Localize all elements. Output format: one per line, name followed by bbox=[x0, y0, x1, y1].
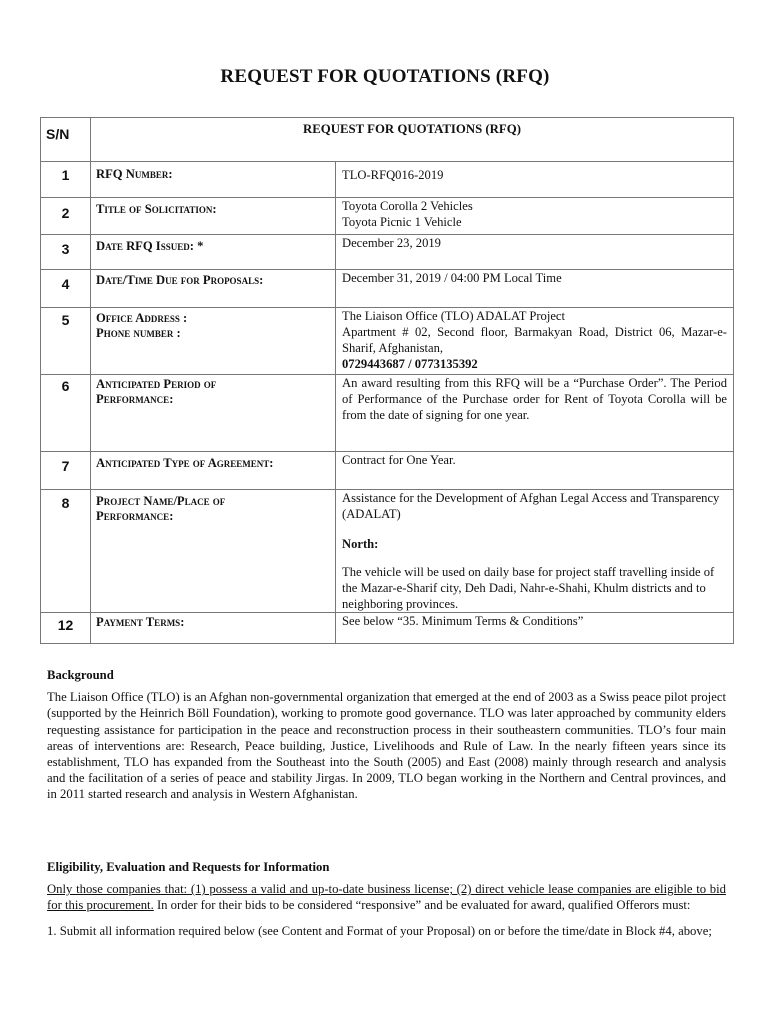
solicitation-line-1: Toyota Corolla 2 Vehicles bbox=[342, 199, 473, 213]
row-number: 3 bbox=[41, 235, 91, 270]
row-label: Anticipated Type of Agreement: bbox=[91, 452, 336, 490]
row-number: 6 bbox=[41, 375, 91, 452]
phone-number: 0729443687 / 0773135392 bbox=[342, 357, 478, 371]
row-label: Anticipated Period of Performance: bbox=[91, 375, 336, 452]
row-label: Payment Terms: bbox=[91, 613, 336, 644]
row-label: Project Name/Place of Performance: bbox=[91, 490, 336, 613]
vehicle-usage: The vehicle will be used on daily base for project staff travelling inside of the Mazar-e-Sharif city, Deh Dadi, Nahr-e-Shahi, Khulm districts and to neighboring provinces. bbox=[342, 565, 715, 611]
solicitation-line-2: Toyota Picnic 1 Vehicle bbox=[342, 215, 462, 229]
background-heading: Background bbox=[47, 668, 114, 682]
row-number: 8 bbox=[41, 490, 91, 613]
document-title: REQUEST FOR QUOTATIONS (RFQ) bbox=[220, 66, 550, 87]
office-address-label: Office Address : bbox=[96, 311, 188, 325]
row-value: See below “35. Minimum Terms & Conditions” bbox=[336, 613, 734, 644]
eligibility-paragraph bbox=[47, 881, 726, 913]
table-row bbox=[41, 235, 734, 270]
row-value: An award resulting from this RFQ will be a “Purchase Order”. The Period of Performance of the Purchase order for Rent of Toyota Corolla will be from the date of signing for one year. bbox=[336, 375, 734, 452]
row-value: Contract for One Year. bbox=[336, 452, 734, 490]
region-label: North: bbox=[342, 537, 379, 551]
row-value bbox=[336, 198, 734, 235]
table-row bbox=[41, 375, 734, 452]
rfq-table bbox=[40, 117, 734, 644]
table-row bbox=[41, 613, 734, 644]
row-value bbox=[336, 490, 734, 613]
table-header-row bbox=[41, 118, 734, 162]
row-label bbox=[91, 308, 336, 375]
row-value bbox=[336, 308, 734, 375]
header-title: REQUEST FOR QUOTATIONS (RFQ) bbox=[91, 118, 734, 162]
table-row bbox=[41, 270, 734, 308]
row-label: Date RFQ Issued: * bbox=[91, 235, 336, 270]
eligibility-requirement: Only those companies that: (1) possess a valid and up-to-date business license; (2) direct vehicle lease companies are eligible to bid for this procurement. bbox=[47, 882, 726, 913]
background-section bbox=[47, 667, 726, 803]
table-row bbox=[41, 490, 734, 613]
project-name: Assistance for the Development of Afghan Legal Access and Transparency (ADALAT) bbox=[342, 491, 720, 521]
row-label: Title of Solicitation: bbox=[91, 198, 336, 235]
row-number: 2 bbox=[41, 198, 91, 235]
office-name: The Liaison Office (TLO) ADALAT Project bbox=[342, 309, 566, 323]
table-row bbox=[41, 198, 734, 235]
table-row bbox=[41, 308, 734, 375]
eligibility-section bbox=[47, 859, 726, 939]
row-number: 12 bbox=[41, 613, 91, 644]
requirement-item-1: 1. Submit all information required below (see Content and Format of your Proposal) on or before the time/date in Block #4, above; bbox=[47, 923, 712, 938]
office-address: Apartment # 02, Second floor, Barmakyan Road, District 06, Mazar-e-Sharif, Afghanistan, bbox=[342, 325, 727, 355]
row-number: 4 bbox=[41, 270, 91, 308]
row-label: Date/Time Due for Proposals: bbox=[91, 270, 336, 308]
phone-number-label: Phone number : bbox=[96, 326, 181, 340]
background-paragraph: The Liaison Office (TLO) is an Afghan non-governmental organization that emerged at the end of 2003 as a Swiss peace pilot project (supported by the Heinrich Böll Foundation), working to promote good governance. TLO was later approached by community elders requesting assistance for participation in the peace and reconstruction process in their southeastern communities. TLO’s four main areas of interventions are: Research, Peace building, Justice, Livelihoods and Rule of Law. In the nearly fifteen years since its establishment, TLO has expanded from the Southeast into the South (2005) and East (2008) mainly through research and analysis and the facilitation of a series of peace and stability Jirgas. In 2009, TLO began working in the Northern and Central provinces, and in 2011 started research and analysis in Western Afghanistan. bbox=[47, 690, 726, 802]
row-label: RFQ Number: bbox=[91, 162, 336, 198]
row-number: 7 bbox=[41, 452, 91, 490]
row-number: 1 bbox=[41, 162, 91, 198]
eligibility-rest: In order for their bids to be considered “responsive” and be evaluated for award, qualified Offerors must: bbox=[153, 898, 691, 913]
table-row bbox=[41, 452, 734, 490]
header-sn: S/N bbox=[41, 118, 91, 162]
eligibility-heading: Eligibility, Evaluation and Requests for Information bbox=[47, 860, 330, 874]
row-value: December 23, 2019 bbox=[336, 235, 734, 270]
row-number: 5 bbox=[41, 308, 91, 375]
row-value: December 31, 2019 / 04:00 PM Local Time bbox=[336, 270, 734, 308]
row-value: TLO-RFQ016-2019 bbox=[336, 162, 734, 198]
table-row bbox=[41, 162, 734, 198]
